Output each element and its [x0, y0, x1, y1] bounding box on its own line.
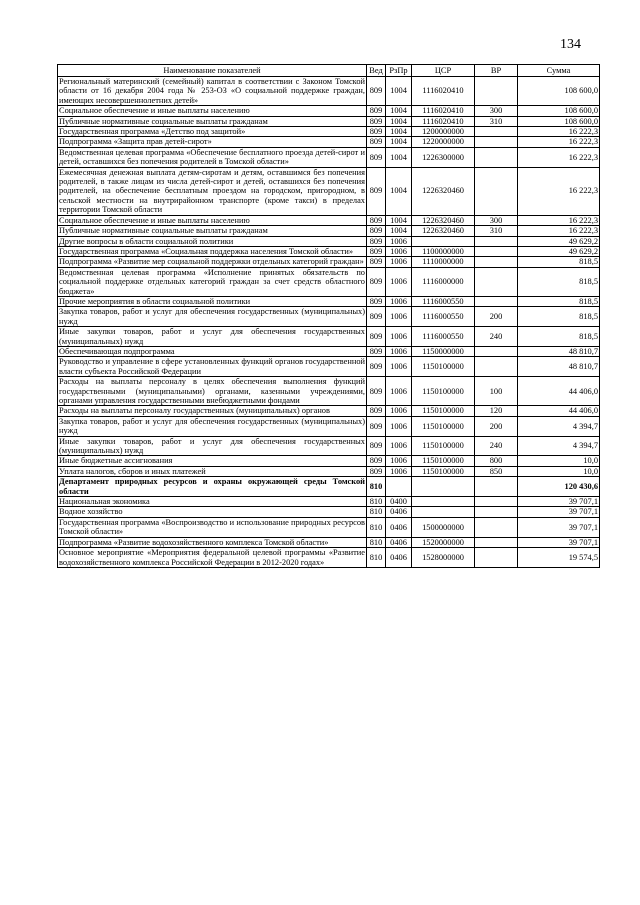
cell-ved: 809: [367, 296, 386, 306]
cell-vr: 310: [475, 116, 518, 126]
cell-name: Расходы на выплаты персоналу государственных (муниципальных) органов: [58, 406, 367, 416]
cell-vr: [475, 127, 518, 137]
cell-vr: [475, 167, 518, 215]
cell-sum: 108 600,0: [518, 106, 600, 116]
table-row: [58, 456, 600, 466]
cell-sum: 16 222,3: [518, 127, 600, 137]
cell-ved: 809: [367, 226, 386, 236]
table-row: [58, 246, 600, 256]
cell-name: Уплата налогов, сборов и иных платежей: [58, 466, 367, 476]
cell-rzpr: 1006: [386, 267, 412, 296]
cell-sum: 16 222,3: [518, 147, 600, 167]
cell-name: Руководство и управление в сфере установленных функций органов государственной власти субъекта Российской Федерации: [59, 357, 365, 376]
header-csr: ЦСР: [412, 65, 475, 77]
table-row: [58, 327, 600, 347]
cell-rzpr: 1004: [386, 116, 412, 126]
cell-ved: 809: [367, 106, 386, 116]
cell-sum: 108 600,0: [518, 116, 600, 126]
cell-name: Обеспечивающая подпрограмма: [58, 346, 367, 356]
cell-name: Ежемесячная денежная выплата детям-сиротам и детям, оставшимся без попечения родителей, в также лицам из числа детей-сирот и детей, оставшихся без попечения родителей, на обеспечение бесплатным проездом на городском, пригородном, в сельской местности на внутрирайонном транспорте (кроме такси) в пределах территории Томской области: [59, 167, 365, 215]
cell-name: Иные закупки товаров, работ и услуг для обеспечения государственных (муниципальных) нужд: [59, 327, 365, 346]
cell-vr: 240: [475, 327, 518, 347]
table-row: [58, 346, 600, 356]
cell-vr: [475, 517, 518, 537]
cell-name: Закупка товаров, работ и услуг для обеспечения государственных (муниципальных) нужд: [59, 307, 365, 326]
cell-name: Другие вопросы в области социальной политики: [58, 236, 367, 246]
cell-name: Подпрограмма «Развитие водохозяйственного комплекса Томской области»: [58, 537, 367, 547]
cell-rzpr: 1004: [386, 127, 412, 137]
cell-ved: 809: [367, 456, 386, 466]
cell-rzpr: 1004: [386, 137, 412, 147]
header-name: Наименование показателей: [58, 65, 367, 77]
cell-sum: 120 430,6: [518, 477, 600, 497]
cell-ved: 809: [367, 236, 386, 246]
cell-rzpr: [386, 477, 412, 497]
cell-ved: 809: [367, 116, 386, 126]
cell-rzpr: 1004: [386, 226, 412, 236]
cell-ved: 809: [367, 357, 386, 377]
cell-name: Ведомственная целевая программа «Исполнение принятых обязательств по социальной поддержке отдельных категорий граждан за счет средств областного бюджета»: [59, 267, 365, 296]
cell-vr: [475, 548, 518, 568]
cell-name: Социальное обеспечение и иные выплаты населению: [58, 106, 367, 116]
cell-csr: 1528000000: [412, 548, 475, 568]
cell-name: Основное мероприятие «Мероприятия федеральной целевой программы «Развитие водохозяйственного комплекса Российской Федерации в 2012-2020 годах»: [59, 548, 365, 567]
cell-vr: 100: [475, 377, 518, 406]
cell-sum: 19 574,5: [518, 548, 600, 568]
table-row: [58, 267, 600, 296]
cell-name: Государственная программа «Воспроизводство и использование природных ресурсов Томской области»: [59, 517, 365, 537]
cell-csr: 1150100000: [412, 357, 475, 377]
table-row: [58, 517, 600, 537]
table-row: [58, 466, 600, 476]
cell-csr: 1150100000: [412, 456, 475, 466]
cell-vr: [475, 497, 518, 507]
cell-sum: 44 406,0: [518, 377, 600, 406]
cell-vr: [475, 477, 518, 497]
cell-name: Закупка товаров, работ и услуг для обеспечения государственных (муниципальных) нужд: [59, 416, 365, 436]
cell-sum: 39 707,1: [518, 517, 600, 537]
cell-vr: [475, 267, 518, 296]
cell-ved: 809: [367, 215, 386, 225]
cell-name: Государственная программа «Социальная поддержка населения Томской области»: [58, 246, 367, 256]
cell-vr: [475, 236, 518, 246]
cell-rzpr: 1006: [386, 246, 412, 256]
cell-ved: 810: [367, 497, 386, 507]
cell-name: Подпрограмма «Развитие мер социальной поддержки отдельных категорий граждан»: [58, 257, 367, 267]
cell-sum: 16 222,3: [518, 137, 600, 147]
cell-csr: [412, 236, 475, 246]
header-ved: Вед: [367, 65, 386, 77]
cell-name: Региональный материнский (семейный) капитал в соответствии с Законом Томской области от 16 декабря 2004 года № 253-ОЗ «О социальной поддержке граждан, имеющих несовершеннолетних детей»: [59, 77, 365, 105]
cell-rzpr: 1006: [386, 257, 412, 267]
table-row: [58, 357, 600, 377]
header-sum: Сумма: [518, 65, 600, 77]
cell-name: Государственная программа «Детство под защитой»: [58, 127, 367, 137]
cell-rzpr: 1006: [386, 416, 412, 436]
cell-sum: 48 810,7: [518, 357, 600, 377]
cell-csr: [412, 497, 475, 507]
cell-sum: 39 707,1: [518, 497, 600, 507]
cell-vr: [475, 257, 518, 267]
table-row: [58, 497, 600, 507]
cell-sum: 16 222,3: [518, 215, 600, 225]
cell-rzpr: 1006: [386, 406, 412, 416]
table-row: [58, 548, 600, 568]
table-row: [58, 416, 600, 436]
cell-ved: 810: [367, 507, 386, 517]
cell-vr: [475, 537, 518, 547]
cell-vr: [475, 77, 518, 106]
cell-csr: 1110000000: [412, 257, 475, 267]
table-row: [58, 226, 600, 236]
cell-ved: 809: [367, 77, 386, 106]
cell-rzpr: 1004: [386, 106, 412, 116]
cell-rzpr: 0406: [386, 537, 412, 547]
cell-name: Иные бюджетные ассигнования: [58, 456, 367, 466]
cell-name: Национальная экономика: [58, 497, 367, 507]
cell-vr: [475, 137, 518, 147]
table-row: [58, 167, 600, 215]
cell-csr: 1226320460: [412, 215, 475, 225]
cell-name: Расходы на выплаты персоналу в целях обеспечения выполнения функций государственными (муниципальными) органами, казенными учреждениями, органами управления государственными внебюджетными фондами: [59, 377, 365, 405]
cell-ved: 809: [367, 257, 386, 267]
cell-vr: [475, 147, 518, 167]
table-row: [58, 507, 600, 517]
cell-ved: 810: [367, 477, 386, 497]
cell-csr: 1116000550: [412, 296, 475, 306]
cell-vr: [475, 246, 518, 256]
cell-csr: 1150100000: [412, 436, 475, 456]
cell-vr: [475, 357, 518, 377]
cell-rzpr: 1004: [386, 147, 412, 167]
table-row: [58, 377, 600, 406]
table-row: [58, 406, 600, 416]
table-row: [58, 307, 600, 327]
cell-rzpr: 1006: [386, 377, 412, 406]
table-row: [58, 477, 600, 497]
table-row: [58, 236, 600, 246]
cell-sum: 16 222,3: [518, 226, 600, 236]
cell-rzpr: 0406: [386, 548, 412, 568]
cell-csr: 1226320460: [412, 167, 475, 215]
cell-sum: 44 406,0: [518, 406, 600, 416]
cell-sum: 818,5: [518, 327, 600, 347]
cell-sum: 10,0: [518, 456, 600, 466]
cell-sum: 39 707,1: [518, 507, 600, 517]
cell-ved: 809: [367, 127, 386, 137]
cell-ved: 809: [367, 327, 386, 347]
table-row: [58, 436, 600, 456]
cell-rzpr: 1006: [386, 346, 412, 356]
cell-csr: 1116000550: [412, 307, 475, 327]
cell-sum: 4 394,7: [518, 436, 600, 456]
cell-name: Ведомственная целевая программа «Обеспечение бесплатного проезда детей-сирот и детей, оставшихся без попечения родителей в Томской области»: [59, 147, 365, 167]
header-rzpr: РзПр: [386, 65, 412, 77]
cell-vr: 240: [475, 436, 518, 456]
budget-table: [57, 64, 600, 568]
table-row: [58, 257, 600, 267]
cell-csr: 1500000000: [412, 517, 475, 537]
cell-sum: 818,5: [518, 267, 600, 296]
cell-sum: 10,0: [518, 466, 600, 476]
cell-csr: 1150100000: [412, 466, 475, 476]
cell-rzpr: 1004: [386, 167, 412, 215]
cell-sum: 49 629,2: [518, 246, 600, 256]
cell-vr: [475, 296, 518, 306]
cell-vr: 200: [475, 307, 518, 327]
cell-csr: 1116020410: [412, 106, 475, 116]
cell-sum: 818,5: [518, 296, 600, 306]
cell-csr: 1220000000: [412, 137, 475, 147]
cell-ved: 809: [367, 137, 386, 147]
cell-ved: 809: [367, 246, 386, 256]
cell-csr: 1116000000: [412, 267, 475, 296]
cell-ved: 809: [367, 406, 386, 416]
cell-csr: 1520000000: [412, 537, 475, 547]
cell-vr: 850: [475, 466, 518, 476]
cell-ved: 809: [367, 466, 386, 476]
cell-vr: 310: [475, 226, 518, 236]
cell-csr: 1100000000: [412, 246, 475, 256]
cell-csr: 1150100000: [412, 406, 475, 416]
cell-rzpr: 1006: [386, 296, 412, 306]
cell-csr: 1226300000: [412, 147, 475, 167]
cell-csr: 1116000550: [412, 327, 475, 347]
cell-ved: 809: [367, 436, 386, 456]
cell-rzpr: 1006: [386, 466, 412, 476]
cell-sum: 818,5: [518, 307, 600, 327]
cell-rzpr: 0406: [386, 517, 412, 537]
cell-ved: 809: [367, 377, 386, 406]
cell-rzpr: 0400: [386, 497, 412, 507]
table-row: [58, 296, 600, 306]
header-vr: ВР: [475, 65, 518, 77]
table-row: [58, 77, 600, 106]
cell-vr: [475, 346, 518, 356]
cell-sum: 49 629,2: [518, 236, 600, 246]
cell-sum: 16 222,3: [518, 167, 600, 215]
cell-rzpr: 1004: [386, 215, 412, 225]
cell-vr: 300: [475, 215, 518, 225]
cell-ved: 809: [367, 346, 386, 356]
cell-csr: [412, 507, 475, 517]
cell-rzpr: 1006: [386, 236, 412, 246]
table-row: [58, 147, 600, 167]
cell-vr: 300: [475, 106, 518, 116]
cell-rzpr: 1006: [386, 327, 412, 347]
cell-rzpr: 1004: [386, 77, 412, 106]
cell-csr: [412, 477, 475, 497]
cell-rzpr: 0406: [386, 507, 412, 517]
cell-vr: 200: [475, 416, 518, 436]
cell-csr: 1150000000: [412, 346, 475, 356]
cell-ved: 809: [367, 267, 386, 296]
table-header-row: [58, 65, 600, 77]
cell-ved: 810: [367, 517, 386, 537]
cell-vr: 800: [475, 456, 518, 466]
cell-name: Иные закупки товаров, работ и услуг для обеспечения государственных (муниципальных) нужд: [59, 436, 365, 456]
cell-sum: 108 600,0: [518, 77, 600, 106]
table-row: [58, 537, 600, 547]
page-number: 134: [560, 37, 581, 52]
cell-ved: 809: [367, 147, 386, 167]
cell-name: Водное хозяйство: [58, 507, 367, 517]
cell-vr: 120: [475, 406, 518, 416]
cell-csr: 1200000000: [412, 127, 475, 137]
cell-name: Публичные нормативные социальные выплаты гражданам: [58, 226, 367, 236]
table-row: [58, 137, 600, 147]
cell-csr: 1150100000: [412, 416, 475, 436]
cell-rzpr: 1006: [386, 436, 412, 456]
cell-rzpr: 1006: [386, 456, 412, 466]
cell-ved: 809: [367, 307, 386, 327]
cell-rzpr: 1006: [386, 307, 412, 327]
cell-ved: 809: [367, 167, 386, 215]
cell-name: Департамент природных ресурсов и охраны окружающей среды Томской области: [59, 477, 365, 496]
cell-csr: 1116020410: [412, 77, 475, 106]
cell-ved: 810: [367, 548, 386, 568]
cell-sum: 818,5: [518, 257, 600, 267]
cell-sum: 39 707,1: [518, 537, 600, 547]
cell-sum: 48 810,7: [518, 346, 600, 356]
table-row: [58, 116, 600, 126]
cell-name: Подпрограмма «Защита прав детей-сирот»: [58, 137, 367, 147]
table-row: [58, 106, 600, 116]
cell-ved: 810: [367, 537, 386, 547]
table-row: [58, 215, 600, 225]
cell-csr: 1116020410: [412, 116, 475, 126]
cell-rzpr: 1006: [386, 357, 412, 377]
cell-csr: 1226320460: [412, 226, 475, 236]
cell-name: Прочие мероприятия в области социальной политики: [58, 296, 367, 306]
cell-name: Социальное обеспечение и иные выплаты населению: [58, 215, 367, 225]
cell-ved: 809: [367, 416, 386, 436]
cell-sum: 4 394,7: [518, 416, 600, 436]
cell-vr: [475, 507, 518, 517]
cell-name: Публичные нормативные социальные выплаты гражданам: [58, 116, 367, 126]
cell-csr: 1150100000: [412, 377, 475, 406]
table-row: [58, 127, 600, 137]
